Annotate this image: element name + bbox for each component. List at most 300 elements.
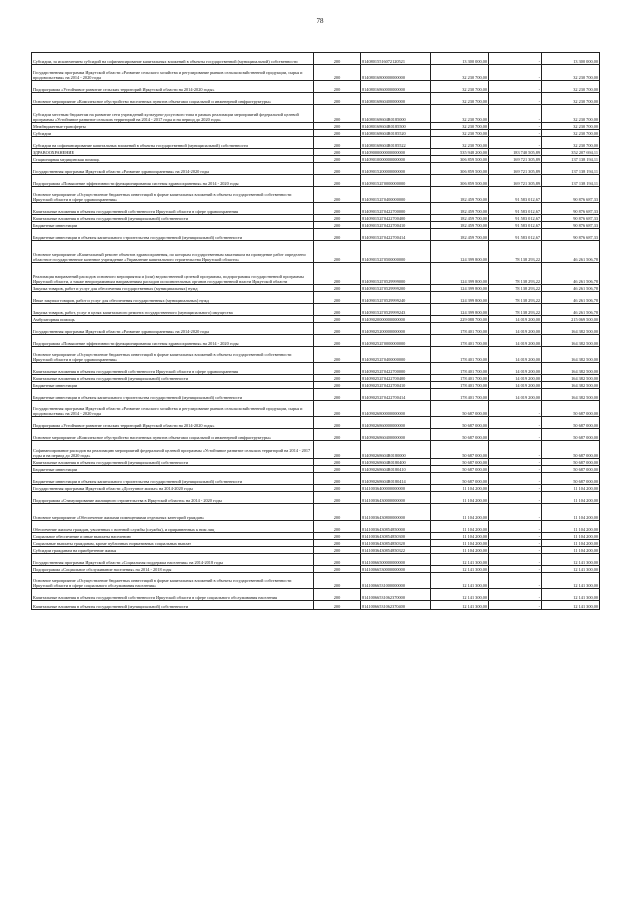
row-grbs-code: 200 (314, 304, 361, 316)
row-name: Обеспечение жильем граждан, уволенных с военной службы (службы), и приравненных к ним лиц (32, 521, 314, 533)
row-federal-amount: - (489, 466, 542, 473)
row-classification-code: 814080168604R0185520 (361, 130, 431, 137)
row-classification-code: 814080168604R0185522 (361, 137, 431, 149)
row-name: Амбулаторная помощь (32, 316, 314, 323)
row-classification-code: 814090268604R0180410 (361, 466, 431, 473)
row-federal-amount: 14 019 200,00 (489, 382, 542, 389)
row-total-amount: 50 687 000,00 (431, 466, 489, 473)
row-name: Государственная программа Иркутской области «Доступное жилье» на 2014-2020 годы (32, 485, 314, 492)
row-regional-amount: 90 876 687,33 (542, 187, 600, 203)
row-name: Подпрограмма «Устойчивое развитие сельских территорий Иркутской области на 2014-2020 годы» (32, 81, 314, 93)
row-classification-code: 814090252Г0000000000 (361, 335, 431, 347)
row-grbs-code: 200 (314, 492, 361, 504)
table-row (32, 292, 600, 304)
row-federal-amount: 14 019 200,00 (489, 323, 542, 335)
row-classification-code: 814090152Г0422700410 (361, 222, 431, 229)
row-grbs-code: 200 (314, 363, 361, 375)
row-regional-amount: 11 104 200,00 (542, 547, 600, 554)
table-row (32, 175, 600, 187)
row-federal-amount: - (489, 540, 542, 547)
row-regional-amount: 50 687 000,00 (542, 441, 600, 459)
row-regional-amount: 32 230 700,00 (542, 105, 600, 123)
row-classification-code: 81409025200000000000 (361, 323, 431, 335)
row-total-amount: 306 859 500,00 (431, 156, 489, 163)
row-total-amount: 32 230 700,00 (431, 65, 489, 81)
row-name: Подпрограмма «Стимулирование жилищного строительства в Иркутской области» на 2014 - 2020 годы (32, 492, 314, 504)
row-federal-amount: - (489, 93, 542, 105)
row-name: Основное мероприятие «Обеспечение жилыми помещениями отдельных категорий граждан» (32, 504, 314, 521)
row-classification-code: 81410036430800000000 (361, 504, 431, 521)
row-grbs-code: 200 (314, 175, 361, 187)
row-regional-amount: 164 382 500,00 (542, 375, 600, 382)
row-regional-amount: 50 687 000,00 (542, 417, 600, 429)
row-regional-amount: 215 069 500,00 (542, 316, 600, 323)
row-total-amount: 178 401 700,00 (431, 375, 489, 382)
row-regional-amount: 46 261 506,78 (542, 241, 600, 263)
row-grbs-code: 200 (314, 429, 361, 441)
row-name: Капитальные вложения в объекты государственной (муниципальной) собственности (32, 601, 314, 610)
row-grbs-code: 200 (314, 316, 361, 323)
table-row (32, 429, 600, 441)
row-federal-amount: 169 721 305,89 (489, 163, 542, 175)
row-regional-amount: 11 104 200,00 (542, 485, 600, 492)
row-federal-amount: - (489, 130, 542, 137)
row-total-amount: 182 459 700,00 (431, 222, 489, 229)
table-row (32, 65, 600, 81)
row-classification-code: 814090152Г0422700400 (361, 215, 431, 222)
row-regional-amount: 13 300 000,00 (542, 53, 600, 65)
row-name: Бюджетные инвестиции в объекты капитального строительства государственной (муниципальной) собственности (32, 473, 314, 485)
row-total-amount: 178 401 700,00 (431, 363, 489, 375)
row-federal-amount: 14 019 200,00 (489, 335, 542, 347)
row-regional-amount: 46 261 506,78 (542, 292, 600, 304)
row-classification-code: 81410066531000000000 (361, 573, 431, 589)
row-federal-amount: - (489, 566, 542, 573)
row-classification-code: 81408016860400000000 (361, 93, 431, 105)
table-row (32, 81, 600, 93)
row-federal-amount: 78 138 293,22 (489, 263, 542, 285)
row-classification-code: 814090252Г0422700000 (361, 363, 431, 375)
row-federal-amount: - (489, 521, 542, 533)
row-total-amount: 12 141 300,00 (431, 554, 489, 566)
row-grbs-code: 200 (314, 441, 361, 459)
row-federal-amount: - (489, 53, 542, 65)
table-row (32, 492, 600, 504)
row-grbs-code: 200 (314, 347, 361, 363)
row-federal-amount: 78 138 293,22 (489, 304, 542, 316)
row-federal-amount: 78 138 293,22 (489, 285, 542, 292)
row-grbs-code: 200 (314, 105, 361, 123)
row-total-amount: 182 459 700,00 (431, 229, 489, 241)
row-classification-code: 814090152Г0422700000 (361, 203, 431, 215)
row-federal-amount: 14 019 200,00 (489, 363, 542, 375)
row-total-amount: 32 230 700,00 (431, 105, 489, 123)
table-row (32, 241, 600, 263)
row-name: Капитальные вложения в объекты государственной (муниципальной) собственности (32, 375, 314, 382)
row-grbs-code: 200 (314, 485, 361, 492)
row-name: Иные закупки товаров, работ и услуг для обеспечения государственных (муниципальных) нужд (32, 292, 314, 304)
row-name: Бюджетные инвестиции в объекты капитального строительства государственной (муниципальной) собственности (32, 229, 314, 241)
row-grbs-code: 200 (314, 504, 361, 521)
row-grbs-code: 200 (314, 589, 361, 601)
row-grbs-code: 200 (314, 417, 361, 429)
row-federal-amount: - (489, 459, 542, 466)
row-regional-amount: 46 261 506,78 (542, 263, 600, 285)
table-row (32, 540, 600, 547)
row-regional-amount: 11 104 200,00 (542, 540, 600, 547)
row-federal-amount: - (489, 485, 542, 492)
row-name: Подпрограмма «Устойчивое развитие сельских территорий Иркутской области на 2014-2020 годы» (32, 417, 314, 429)
row-federal-amount: 14 019 200,00 (489, 316, 542, 323)
table-row (32, 149, 600, 156)
row-classification-code: 814090268604R0180400 (361, 459, 431, 466)
row-total-amount: 13 300 000,00 (431, 53, 489, 65)
row-total-amount: 11 104 200,00 (431, 540, 489, 547)
row-grbs-code: 200 (314, 203, 361, 215)
table-row (32, 363, 600, 375)
row-name: Государственная программа Иркутской области «Социальная поддержка населения» на 2014-2018 годы (32, 554, 314, 566)
row-grbs-code: 200 (314, 285, 361, 292)
table-row (32, 222, 600, 229)
row-classification-code: 814090252Г0422700410 (361, 382, 431, 389)
row-name: Бюджетные инвестиции (32, 466, 314, 473)
row-classification-code: 81409015200000000000 (361, 163, 431, 175)
row-classification-code: 814090268604R0180414 (361, 473, 431, 485)
row-total-amount: 182 459 700,00 (431, 215, 489, 222)
row-classification-code: 81410036400000000000 (361, 485, 431, 492)
row-total-amount: 50 687 000,00 (431, 473, 489, 485)
row-regional-amount: 137 138 194,11 (542, 175, 600, 187)
table-row (32, 389, 600, 401)
row-total-amount: 11 104 200,00 (431, 547, 489, 554)
row-federal-amount: 14 019 200,00 (489, 375, 542, 382)
row-name: Субсидии на софинансирование капитальных вложений в объекты государственной (муниципальной) собственности (32, 137, 314, 149)
row-grbs-code: 200 (314, 263, 361, 285)
row-name: Субсидии (32, 130, 314, 137)
row-regional-amount: 50 687 000,00 (542, 473, 600, 485)
row-federal-amount: 78 138 293,22 (489, 241, 542, 263)
row-total-amount: 178 401 700,00 (431, 335, 489, 347)
row-total-amount: 182 459 700,00 (431, 203, 489, 215)
row-name: Государственная программа Иркутской области «Развитие сельского хозяйства и регулирование рынков сельскохозяйственной продукции, сырья и продовольствия» на 2014 - 2020 годы (32, 401, 314, 417)
row-classification-code: 81408015516072120521 (361, 53, 431, 65)
row-classification-code: 81409026860400000000 (361, 429, 431, 441)
row-name: Софинансирование расходов на реализацию мероприятий федеральной целевой программы «Устойчивое развитие сельских территорий на 2014 - 2017 годы и на период до 2020 года» (32, 441, 314, 459)
row-classification-code: 814090152Г0529999240 (361, 292, 431, 304)
table-row (32, 521, 600, 533)
row-name: Основное мероприятие «Осуществление бюджетных инвестиций в форме капитальных вложений в объекты государственной собственности Иркутской области в сфере здравоохранения» (32, 347, 314, 363)
table-row (32, 566, 600, 573)
table-row (32, 589, 600, 601)
row-grbs-code: 200 (314, 241, 361, 263)
row-total-amount: 11 104 200,00 (431, 492, 489, 504)
row-grbs-code: 200 (314, 130, 361, 137)
table-row (32, 229, 600, 241)
row-regional-amount: 90 876 687,33 (542, 215, 600, 222)
table-row (32, 156, 600, 163)
row-total-amount: 124 399 800,00 (431, 263, 489, 285)
row-classification-code: 81410036430854850320 (361, 540, 431, 547)
row-regional-amount: 164 382 500,00 (542, 382, 600, 389)
row-total-amount: 11 104 200,00 (431, 521, 489, 533)
row-federal-amount: 14 019 200,00 (489, 389, 542, 401)
row-total-amount: 32 230 700,00 (431, 93, 489, 105)
row-federal-amount: 183 740 505,89 (489, 149, 542, 156)
row-grbs-code: 200 (314, 521, 361, 533)
row-grbs-code: 200 (314, 554, 361, 566)
table-row (32, 554, 600, 566)
row-grbs-code: 200 (314, 473, 361, 485)
row-name: Субсидии местным бюджетам на развитие сети учреждений культурно-досугового типа в рамках реализации мероприятий федеральной целевой программы «Устойчивое развитие сельских территорий на 2014 - 2017 годы и на период до 2020 года» (32, 105, 314, 123)
table-row (32, 316, 600, 323)
row-grbs-code: 200 (314, 323, 361, 335)
row-federal-amount: - (489, 554, 542, 566)
row-classification-code: 81409026800000000000 (361, 401, 431, 417)
row-federal-amount: - (489, 533, 542, 540)
table-row (32, 347, 600, 363)
row-classification-code: 814090152Г0500000000 (361, 241, 431, 263)
row-grbs-code: 200 (314, 466, 361, 473)
table-row (32, 601, 600, 610)
row-name: Основное мероприятие «Осуществление бюджетных инвестиций в форме капитальных вложений в объекты государственной собственности Иркутской области в сфере социального обслуживания населения» (32, 573, 314, 589)
table-row (32, 123, 600, 130)
row-regional-amount: 32 230 700,00 (542, 123, 600, 130)
row-regional-amount: 164 382 500,00 (542, 335, 600, 347)
budget-table (31, 52, 600, 610)
row-name: Государственная программа Иркутской области «Развитие сельского хозяйства и регулирование рынков сельскохозяйственной продукции, сырья и продовольствия» на 2014 - 2020 годы (32, 65, 314, 81)
row-total-amount: 124 399 800,00 (431, 285, 489, 292)
row-federal-amount: - (489, 504, 542, 521)
row-classification-code: 814090152Г0529999243 (361, 304, 431, 316)
row-total-amount: 50 687 000,00 (431, 417, 489, 429)
row-name: Основное мероприятие «Комплексное обустройство населенных пунктов объектами социальной и инженерной инфраструктуры» (32, 429, 314, 441)
row-regional-amount: 46 261 506,78 (542, 304, 600, 316)
row-regional-amount: 11 104 200,00 (542, 504, 600, 521)
row-name: Субсидии, за исключением субсидий на софинансирование капитальных вложений в объекты государственной (муниципальной) собственности (32, 53, 314, 65)
row-regional-amount: 90 876 687,33 (542, 222, 600, 229)
row-classification-code: 81410036430854850300 (361, 533, 431, 540)
row-total-amount: 306 859 500,00 (431, 175, 489, 187)
row-total-amount: 32 230 700,00 (431, 81, 489, 93)
table-row (32, 53, 600, 65)
row-federal-amount: 91 583 012,67 (489, 229, 542, 241)
table-row (32, 375, 600, 382)
row-classification-code: 81410036430854850322 (361, 547, 431, 554)
table-row (32, 263, 600, 285)
row-name: Закупка товаров, работ и услуг для обеспечения государственных (муниципальных) нужд (32, 285, 314, 292)
row-name: Подпрограмма «Повышение эффективности функционирования системы здравоохранения» на 2014 - 2020 годы (32, 175, 314, 187)
row-classification-code: 81408016800000000000 (361, 65, 431, 81)
row-total-amount: 50 687 000,00 (431, 429, 489, 441)
row-grbs-code: 200 (314, 547, 361, 554)
row-name: Капитальные вложения в объекты государственной (муниципальной) собственности (32, 215, 314, 222)
row-total-amount: 229 088 700,00 (431, 316, 489, 323)
row-grbs-code: 200 (314, 566, 361, 573)
table-row (32, 323, 600, 335)
row-federal-amount: - (489, 137, 542, 149)
table-row (32, 215, 600, 222)
row-total-amount: 11 104 200,00 (431, 485, 489, 492)
table-row (32, 417, 600, 429)
row-grbs-code: 200 (314, 229, 361, 241)
row-total-amount: 178 401 700,00 (431, 323, 489, 335)
row-grbs-code: 200 (314, 215, 361, 222)
row-grbs-code: 200 (314, 53, 361, 65)
row-regional-amount: 32 230 700,00 (542, 93, 600, 105)
row-regional-amount: 11 104 200,00 (542, 492, 600, 504)
table-row (32, 187, 600, 203)
row-grbs-code: 200 (314, 137, 361, 149)
row-total-amount: 182 459 700,00 (431, 187, 489, 203)
row-classification-code: 81410066530000000000 (361, 566, 431, 573)
row-grbs-code: 200 (314, 156, 361, 163)
row-federal-amount: 169 721 305,89 (489, 156, 542, 163)
row-regional-amount: 32 230 700,00 (542, 130, 600, 137)
row-classification-code: 81409000000000000000 (361, 149, 431, 156)
row-name: Бюджетные инвестиции (32, 222, 314, 229)
row-name: Социальное обеспечение и иные выплаты населению (32, 533, 314, 540)
table-row (32, 473, 600, 485)
row-classification-code: 814090152Г0000000000 (361, 175, 431, 187)
row-federal-amount: 91 583 012,67 (489, 187, 542, 203)
table-row (32, 93, 600, 105)
row-total-amount: 306 859 500,00 (431, 163, 489, 175)
page-number: 78 (316, 17, 324, 25)
row-federal-amount: - (489, 547, 542, 554)
row-name: Межбюджетные трансферты (32, 123, 314, 130)
row-name: Капитальные вложения в объекты государственной собственности Иркутской области в сфере социального обслуживания населения (32, 589, 314, 601)
row-name: Реализация направлений расходов основного мероприятия и (или) ведомственной целевой программы, подпрограммы государственной программы Иркутской области, а также непрограммным направлениям расходов исполнительных органов государственной власти Иркутской области (32, 263, 314, 285)
row-federal-amount: - (489, 65, 542, 81)
row-federal-amount: - (489, 589, 542, 601)
row-regional-amount: 46 261 506,78 (542, 285, 600, 292)
table-row (32, 304, 600, 316)
row-federal-amount: - (489, 573, 542, 589)
row-federal-amount: 91 583 012,67 (489, 215, 542, 222)
row-total-amount: 12 141 300,00 (431, 589, 489, 601)
table-row (32, 533, 600, 540)
row-grbs-code: 200 (314, 389, 361, 401)
row-federal-amount: 91 583 012,67 (489, 203, 542, 215)
row-total-amount: 124 399 800,00 (431, 304, 489, 316)
row-regional-amount: 12 141 300,00 (542, 554, 600, 566)
row-grbs-code: 200 (314, 459, 361, 466)
row-name: Капитальные вложения в объекты государственной (муниципальной) собственности (32, 459, 314, 466)
row-regional-amount: 50 687 000,00 (542, 459, 600, 466)
row-regional-amount: 32 230 700,00 (542, 137, 600, 149)
row-grbs-code: 200 (314, 149, 361, 156)
row-regional-amount: 12 141 300,00 (542, 589, 600, 601)
table-row (32, 401, 600, 417)
table-row (32, 137, 600, 149)
table-row (32, 163, 600, 175)
row-total-amount: 124 399 800,00 (431, 292, 489, 304)
table-row (32, 459, 600, 466)
row-name: Бюджетные инвестиции в объекты капитального строительства государственной (муниципальной) собственности (32, 389, 314, 401)
row-grbs-code: 200 (314, 573, 361, 589)
row-grbs-code: 200 (314, 222, 361, 229)
row-classification-code: 814090252Г0422700414 (361, 389, 431, 401)
row-federal-amount: 91 583 012,67 (489, 222, 542, 229)
table-row (32, 441, 600, 459)
row-grbs-code: 200 (314, 123, 361, 130)
table-row (32, 547, 600, 554)
row-federal-amount: - (489, 473, 542, 485)
row-name: Капитальные вложения в объекты государственной собственности Иркутской области в сфере здравоохранения (32, 203, 314, 215)
row-regional-amount: 12 141 300,00 (542, 573, 600, 589)
row-regional-amount: 164 382 500,00 (542, 323, 600, 335)
table-row (32, 466, 600, 473)
row-total-amount: 178 401 700,00 (431, 389, 489, 401)
row-grbs-code: 200 (314, 540, 361, 547)
row-regional-amount: 50 687 000,00 (542, 429, 600, 441)
row-name: Подпрограмма «Социальное обслуживание населения» на 2014 - 2018 годы (32, 566, 314, 573)
row-regional-amount: 352 207 694,11 (542, 149, 600, 156)
row-regional-amount: 50 687 000,00 (542, 466, 600, 473)
row-name: Закупка товаров, работ, услуг в целях капитального ремонта государственного (муниципального) имущества (32, 304, 314, 316)
row-regional-amount: 164 382 500,00 (542, 389, 600, 401)
row-regional-amount: 164 382 500,00 (542, 363, 600, 375)
row-grbs-code: 200 (314, 93, 361, 105)
row-federal-amount: - (489, 123, 542, 130)
table-row (32, 130, 600, 137)
row-classification-code: 81410066531062370000 (361, 589, 431, 601)
row-total-amount: 178 401 700,00 (431, 382, 489, 389)
row-name: ЗДРАВООХРАНЕНИЕ (32, 149, 314, 156)
row-federal-amount: - (489, 429, 542, 441)
row-total-amount: 12 141 300,00 (431, 601, 489, 610)
row-total-amount: 32 230 700,00 (431, 130, 489, 137)
row-total-amount: 12 141 300,00 (431, 566, 489, 573)
row-total-amount: 32 230 700,00 (431, 137, 489, 149)
row-total-amount: 50 687 000,00 (431, 401, 489, 417)
row-grbs-code: 200 (314, 292, 361, 304)
row-grbs-code: 200 (314, 601, 361, 610)
row-total-amount: 535 948 200,00 (431, 149, 489, 156)
row-grbs-code: 200 (314, 382, 361, 389)
row-grbs-code: 200 (314, 163, 361, 175)
row-name: Социальные выплаты гражданам, кроме публичных нормативных социальных выплат (32, 540, 314, 547)
table-row (32, 203, 600, 215)
row-grbs-code: 200 (314, 81, 361, 93)
row-regional-amount: 11 104 200,00 (542, 533, 600, 540)
row-classification-code: 81410066500000000000 (361, 554, 431, 566)
row-name: Государственная программа Иркутской области «Развитие здравоохранения» на 2014-2020 годы (32, 323, 314, 335)
row-federal-amount: 78 138 293,22 (489, 292, 542, 304)
row-federal-amount: 169 721 305,89 (489, 175, 542, 187)
row-name: Стационарная медицинская помощь (32, 156, 314, 163)
row-grbs-code: 200 (314, 533, 361, 540)
table-row (32, 105, 600, 123)
row-federal-amount: - (489, 401, 542, 417)
budget-table-body (32, 53, 600, 610)
row-classification-code: 814090268604R0180000 (361, 441, 431, 459)
row-name: Основное мероприятие «Осуществление бюджетных инвестиций в форме капитальных вложений в объекты государственной собственности Иркутской области в сфере здравоохранения» (32, 187, 314, 203)
table-row (32, 485, 600, 492)
row-classification-code: 81409026860000000000 (361, 417, 431, 429)
row-total-amount: 124 399 800,00 (431, 241, 489, 263)
row-grbs-code: 200 (314, 401, 361, 417)
row-name: Подпрограмма «Повышение эффективности функционирования системы здравоохранения» на 2014 - 2020 годы (32, 335, 314, 347)
row-classification-code: 814090152Г0529999200 (361, 285, 431, 292)
row-total-amount: 32 230 700,00 (431, 123, 489, 130)
table-row (32, 504, 600, 521)
row-federal-amount: - (489, 441, 542, 459)
row-regional-amount: 11 104 200,00 (542, 521, 600, 533)
row-name: Основное мероприятие «Комплексное обустройство населенных пунктов объектами социальной и инженерной инфраструктуры» (32, 93, 314, 105)
row-regional-amount: 50 687 000,00 (542, 401, 600, 417)
row-classification-code: 81410066531062370400 (361, 601, 431, 610)
